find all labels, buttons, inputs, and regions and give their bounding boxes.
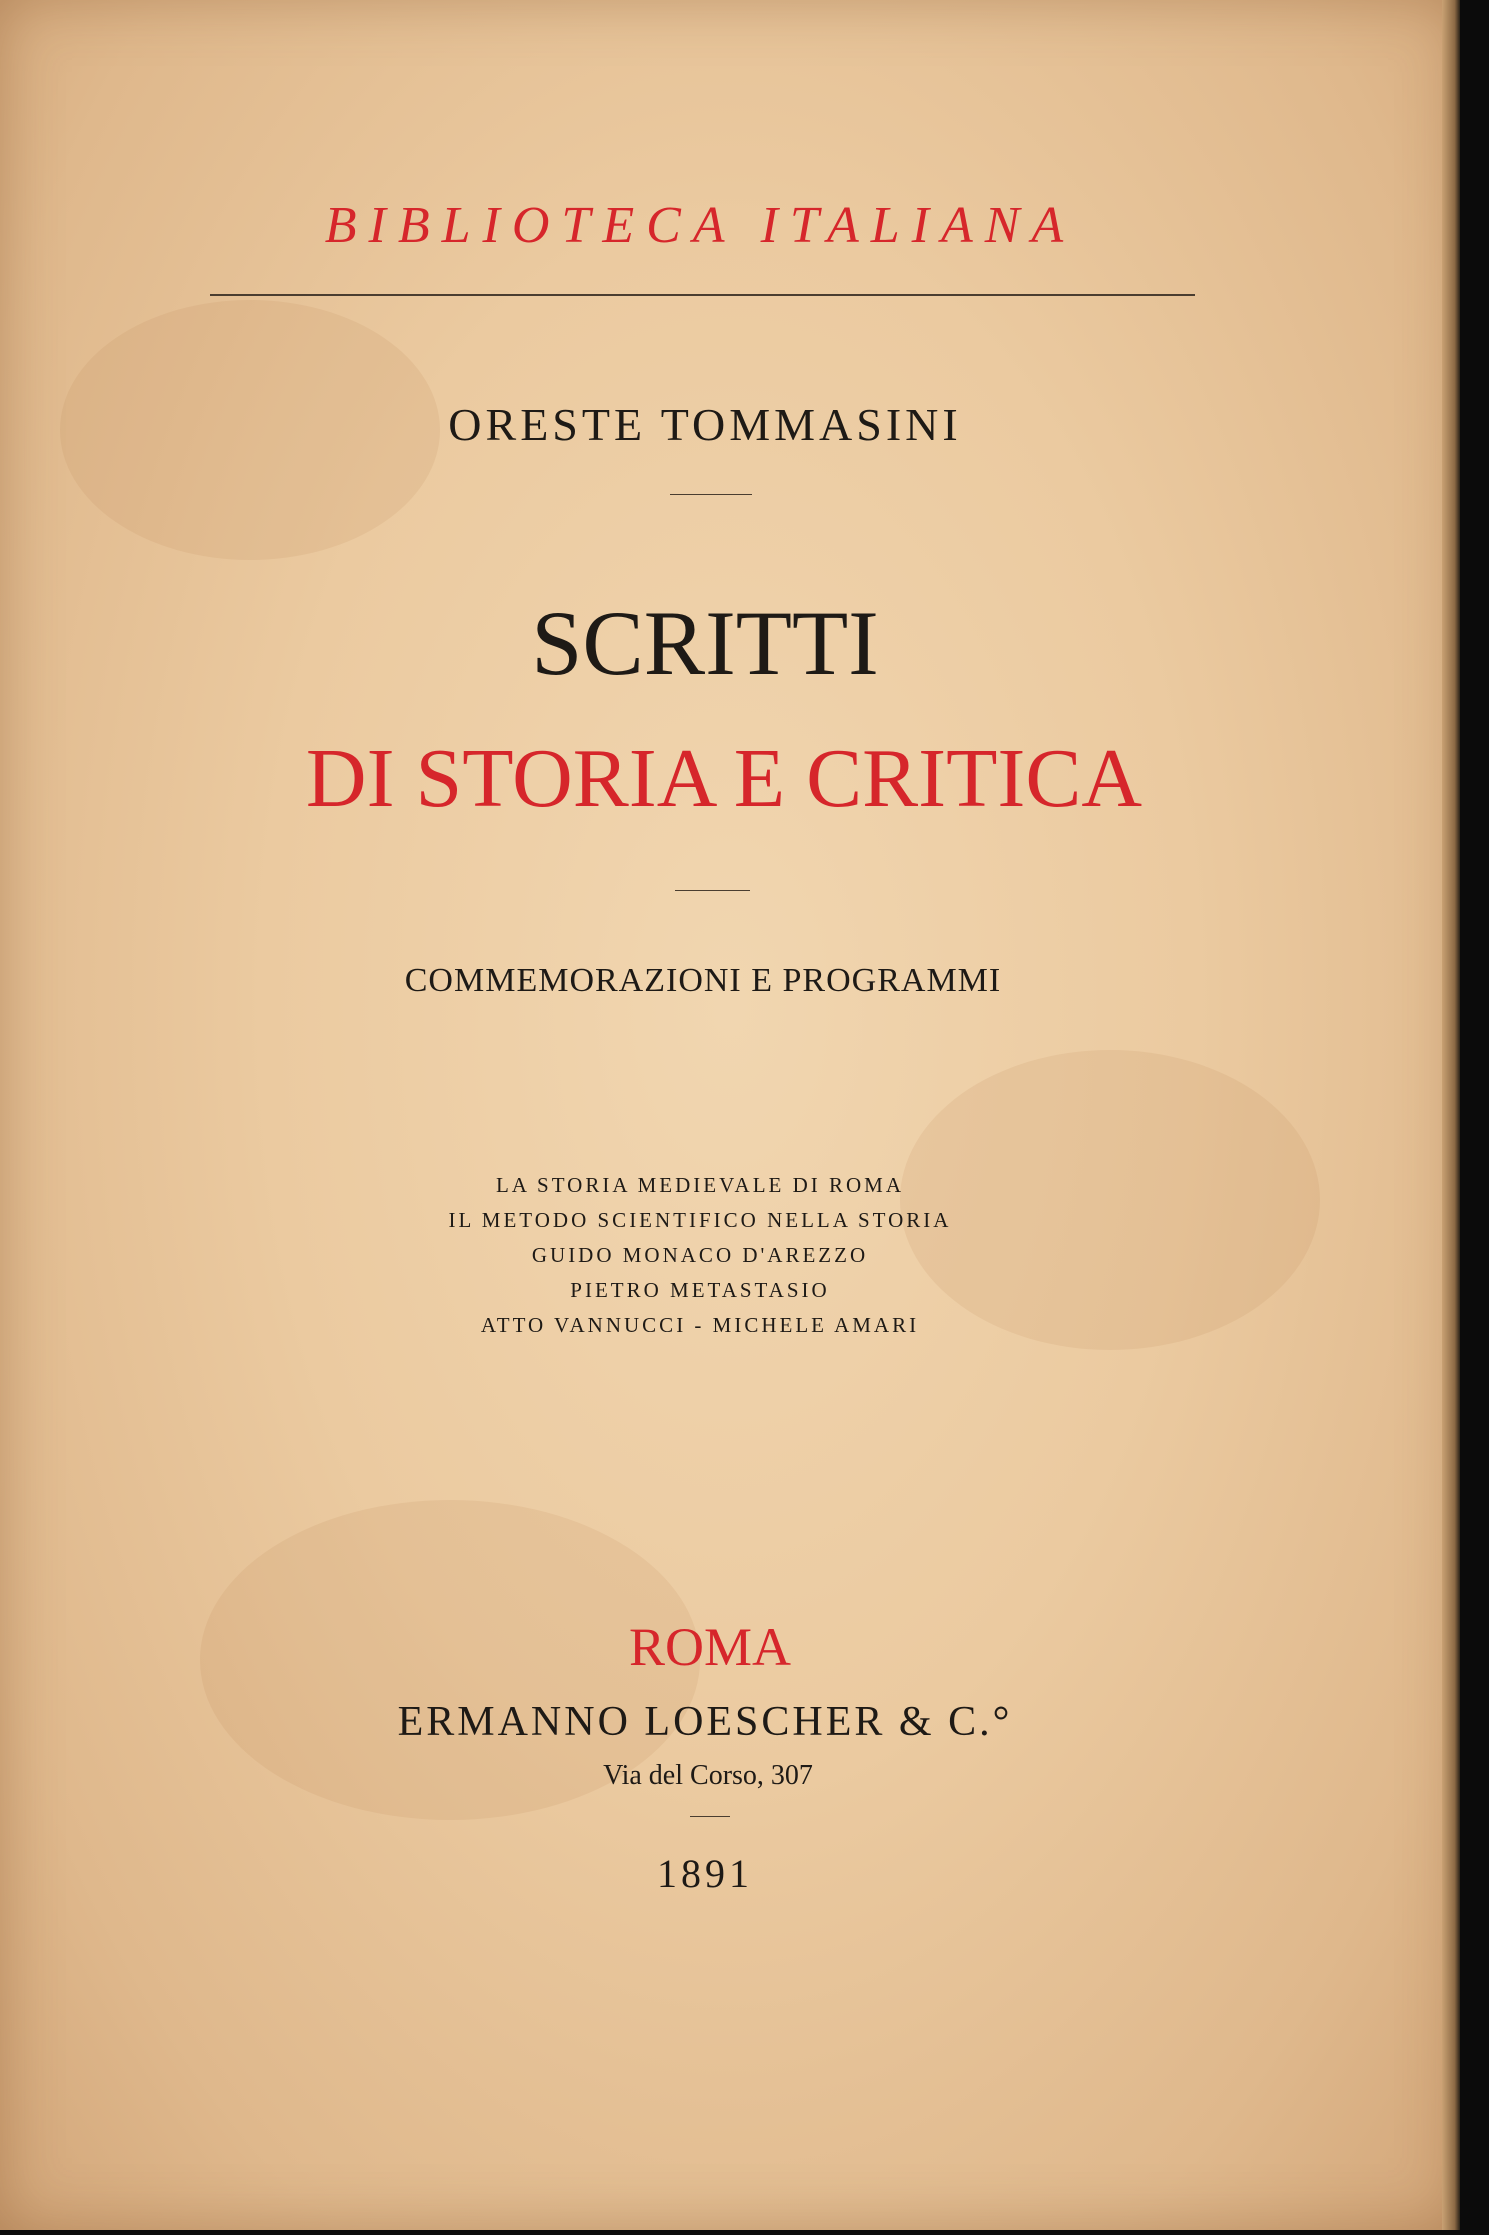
divider-rule	[690, 1816, 730, 1817]
title-line-2: DI STORIA E CRITICA	[305, 732, 1143, 825]
cover-edge	[1442, 0, 1460, 2230]
divider-rule	[675, 890, 750, 891]
contents-item: LA STORIA MEDIEVALE DI ROMA	[495, 1173, 905, 1197]
title-line-1: SCRITTI	[531, 592, 879, 694]
divider-rule	[670, 494, 752, 495]
contents-item: PIETRO METASTASIO	[570, 1278, 830, 1302]
series-rule	[210, 294, 1195, 296]
series-title: BIBLIOTECA ITALIANA	[324, 197, 1076, 254]
publisher-name: ERMANNO LOESCHER & C.°	[397, 1699, 1013, 1745]
publication-city: ROMA	[628, 1617, 792, 1677]
contents-item: GUIDO MONACO D'AREZZO	[531, 1243, 869, 1267]
contents-list	[0, 1168, 1430, 1343]
subtitle: COMMEMORAZIONI E PROGRAMMI	[404, 962, 1002, 999]
contents-item: ATTO VANNUCCI - MICHELE AMARI	[480, 1313, 920, 1337]
publisher-address: Via del Corso, 307	[603, 1760, 813, 1791]
author-name: ORESTE TOMMASINI	[448, 399, 962, 450]
contents-item: IL METODO SCIENTIFICO NELLA STORIA	[448, 1208, 952, 1232]
publication-year: 1891	[657, 1851, 753, 1896]
